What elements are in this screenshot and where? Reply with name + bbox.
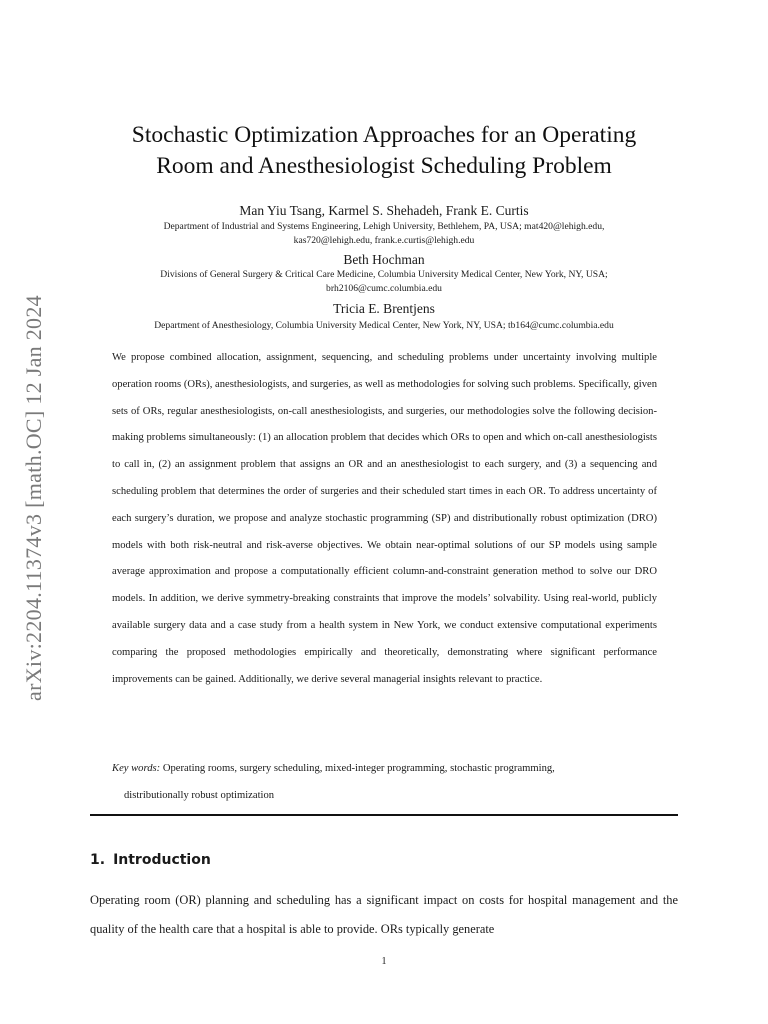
author-names-3: Tricia E. Brentjens [333,301,435,316]
affiliation-2-line-1: Divisions of General Surgery & Critical Care Medicine, Columbia University Medical Center, New York, NY, USA; [160,269,608,280]
title-line-2: Room and Anesthesiologist Scheduling Problem [156,153,612,179]
affiliation-1 [100,220,668,247]
affiliation-3-line-1: Department of Anesthesiology, Columbia University Medical Center, New York, NY, USA; tb164@cumc.columbia.edu [154,320,614,331]
section-divider [90,814,678,816]
affiliation-3 [100,319,668,333]
keywords-label: Key words [112,763,157,774]
affiliation-1-line-1: Department of Industrial and Systems Engineering, Lehigh University, Bethlehem, PA, USA; mat420@lehigh.edu, [163,221,605,232]
abstract: We propose combined allocation, assignment, sequencing, and scheduling problems under uncertainty involving multiple operation rooms (ORs), anesthesiologists, and surgeries, as well as methodologies for solving such problems. Specifically, given sets of ORs, regular anesthesiologists, on-call anesthesiologists, and surgeries, our methodologies solve the following decision-making problems simultaneously: (1) an allocation problem that decides which ORs to open and which on-call anesthesiologists to call in, (2) an assignment problem that assigns an OR and an anesthesiologist to each surgery, and (3) a sequencing and scheduling problem that determines the order of surgeries and their scheduled start times in each OR. To address uncertainty of each surgery’s duration, we propose and analyze stochastic programming (SP) and distributionally robust optimization (DRO) models with both risk-neutral and risk-averse objectives. We obtain near-optimal solutions of our SP models using sample average approximation and propose a computationally efficient column-and-constraint generation method to solve our DRO models. In addition, we derive symmetry-breaking constraints that improve the models’ solvability. Using real-world, publicly available surgery data and a case study from a health system in New York, we conduct extensive computational experiments comparing the proposed methodologies empirically and theoretically, demonstrating where significant performance improvements can be gained. Additionally, we derive several managerial insights relevant to practice. [112,352,657,685]
affiliation-2-line-2: brh2106@cumc.columbia.edu [326,282,442,294]
keywords-list: Operating rooms, surgery scheduling, mixed-integer programming, stochastic programming, [162,763,555,774]
keywords-list-continued: distributionally robust optimization [124,789,275,801]
page-number: 1 [381,956,387,967]
section-heading [90,852,211,868]
author-names-2: Beth Hochman [343,252,425,267]
keywords: Key words: Operating rooms, surgery scheduling, mixed-integer programming, stochastic programming, distributionally robust optimization [112,763,555,801]
title-line-1: Stochastic Optimization Approaches for an Operating [131,122,637,148]
arxiv-identifier: arXiv:2204.11374v3 [math.OC] 12 Jan 2024 [21,295,46,701]
affiliation-2 [100,268,668,295]
section-number: 1. [90,852,106,868]
affiliation-1-line-2: kas720@lehigh.edu, frank.e.curtis@lehigh.edu [293,234,475,246]
section-title-text: Introduction [113,852,211,868]
introduction-paragraph: Operating room (OR) planning and scheduling has a significant impact on costs for hospital management and the quality of the health care that a hospital is able to provide. ORs typically generate [90,893,678,936]
paper-title [60,120,708,182]
author-names-1: Man Yiu Tsang, Karmel S. Shehadeh, Frank E. Curtis [239,203,529,218]
